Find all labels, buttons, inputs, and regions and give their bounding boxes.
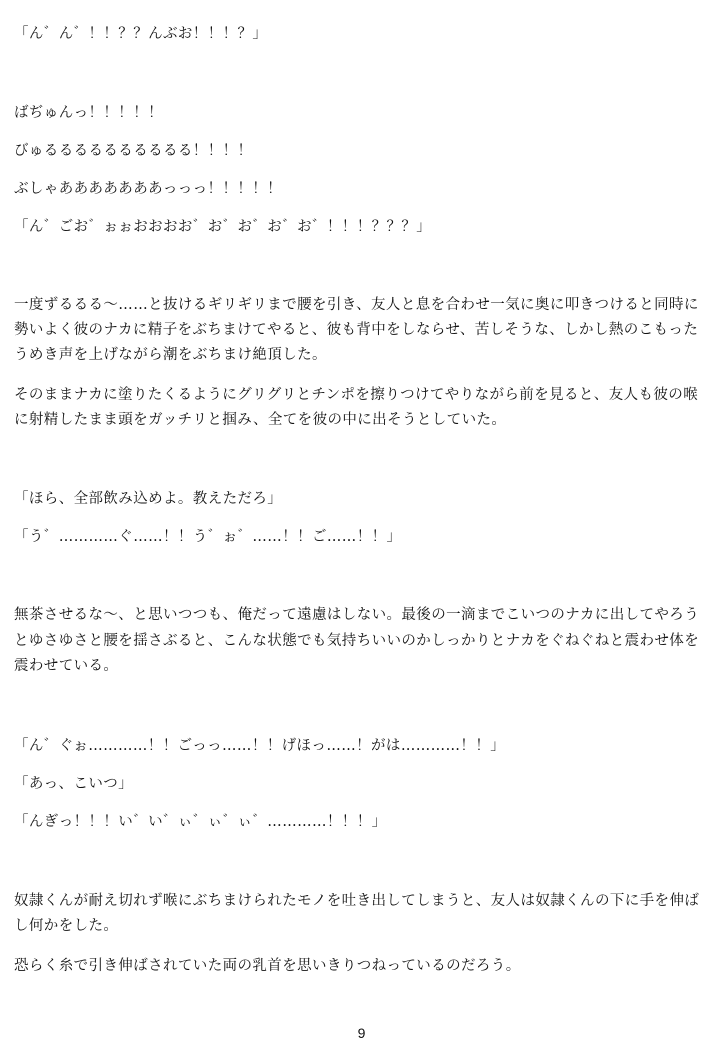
- dialogue-line: 「ん゛ぐぉ…………！！ごっっ……！！げほっ……！がは…………！！」: [14, 738, 506, 754]
- dialogue-line: 「ん゛ごお゛ぉぉおおおお゛お゛お゛お゛お゛！！！？？？」: [14, 219, 432, 235]
- dialogue-line: 「ん゛ん゛！！？？んぶお！！！？」: [14, 26, 268, 42]
- narrative-line: 勢いよく彼のナカに精子をぶちまけてやると、彼も背中をしならせ、苦しそうな、しかし熱のこもった: [14, 322, 699, 338]
- narrative-line: そのままナカに塗りたくるようにグリグリとチンポを擦りつけてやりながら前を見ると、友人も彼の喉: [14, 387, 699, 403]
- dialogue-line: 「う゛…………ぐ……！！う゛ぉ゛……！！ご……！！」: [14, 529, 402, 545]
- narrative-line: 無茶させるな～、と思いつつも、俺だって遠慮はしない。最後の一滴までこいつのナカに出してやろう: [14, 607, 700, 623]
- dialogue-line: 「んぎっ！！！い゛い゛ぃ゛ぃ゛ぃ゛…………！！！」: [14, 814, 387, 830]
- narrative-line: 恐らく糸で引き伸ばされていた両の乳首を思いきりつねっているのだろう。: [14, 958, 521, 974]
- narrative-line: 一度ずるるる～……と抜けるギリギリまで腰を引き、友人と息を合わせ一気に奥に叩きつけると同時に: [14, 297, 699, 313]
- sound-effect-line: びゅるるるるるるるるるる！！！！: [14, 143, 253, 159]
- narrative-line: 奴隷くんが耐え切れず喉にぶちまけられたモノを吐き出してしまうと、友人は奴隷くんの下に手を伸ば: [14, 893, 700, 909]
- page-number: 9: [357, 1025, 366, 1041]
- narrative-line: とゆさゆさと腰を揺さぶると、こんな状態でも気持ちいいのかしっかりとナカをぐねぐねと震わせ体を: [14, 633, 700, 649]
- sound-effect-line: ばぢゅんっ！！！！！: [14, 105, 163, 121]
- narrative-line: 震わせている。: [14, 658, 119, 674]
- sound-effect-line: ぶしゃあああああああっっっ！！！！！: [14, 181, 283, 197]
- narrative-line: うめき声を上げながら潮をぶちまけ絶頂した。: [14, 347, 327, 363]
- dialogue-line: 「ほら、全部飲み込めよ。教えただろ」: [14, 491, 283, 507]
- dialogue-line: 「あっ、こいつ」: [14, 776, 134, 792]
- narrative-line: に射精したまま頭をガッチリと掴み、全てを彼の中に出そうとしていた。: [14, 412, 507, 428]
- narrative-line: し何かをした。: [14, 918, 119, 934]
